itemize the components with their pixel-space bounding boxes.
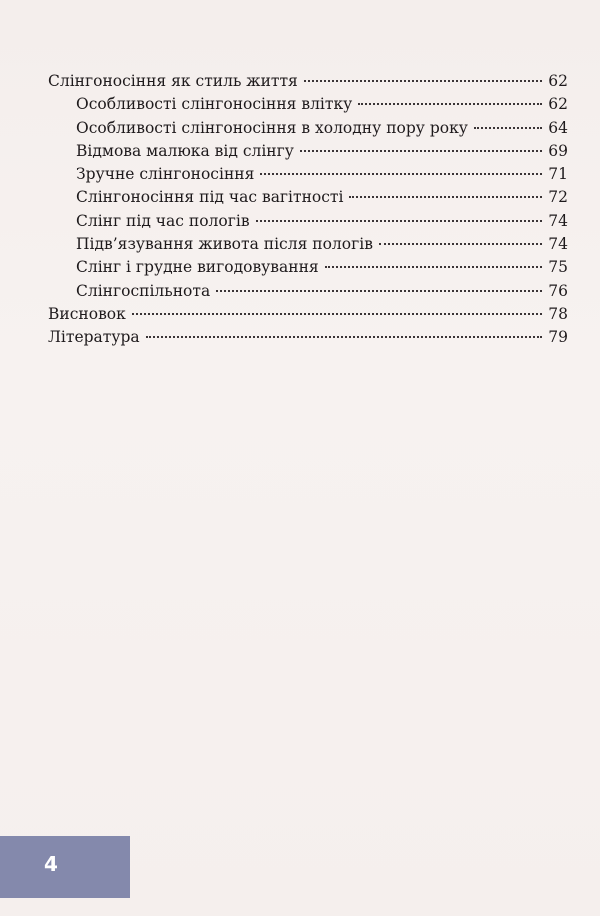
toc-entry[interactable] [48,256,568,279]
toc-entry-title: Відмова малюка від слінгу [76,141,294,160]
toc-entry-title: Підв’язування живота після пологів [76,235,373,254]
toc-entry[interactable] [48,303,568,326]
toc-entry[interactable] [48,93,568,116]
toc-entry-page: 64 [548,118,568,137]
toc-dot-leader [132,313,542,315]
toc-entry-title: Зручне слінгоносіння [76,165,255,184]
toc-entry-page: 72 [548,188,568,207]
toc-dot-leader [146,336,542,338]
toc-dot-leader [379,243,542,245]
toc-dot-leader [304,80,542,82]
toc-entry[interactable] [48,280,568,303]
toc-entry-page: 78 [548,304,568,323]
toc-dot-leader [474,127,542,129]
toc-entry-page: 69 [548,141,568,160]
toc-dot-leader [300,150,542,152]
toc-dot-leader [260,173,542,175]
toc-entry-title: Слінгоносіння під час вагітності [76,188,344,207]
toc-dot-leader [349,196,542,198]
toc-entry-page: 75 [548,258,568,277]
toc-entry[interactable] [48,210,568,233]
toc-entry-title: Література [48,328,140,347]
toc-entry-page: 62 [548,95,568,114]
toc-entry-title: Слінг і грудне вигодовування [76,258,319,277]
toc-entry[interactable] [48,233,568,256]
page-number: 4 [44,852,58,876]
toc-entry[interactable] [48,140,568,163]
toc-entry-page: 79 [548,328,568,347]
table-of-contents [48,70,568,350]
toc-entry[interactable] [48,163,568,186]
toc-entry-title: Слінгоносіння як стиль життя [48,72,298,90]
toc-dot-leader [325,266,542,268]
toc-entry[interactable] [48,186,568,209]
toc-entry-page: 74 [548,211,568,230]
toc-entry[interactable] [48,70,568,93]
toc-entry-title: Особливості слінгоносіння влітку [76,95,353,114]
toc-entry-title: Слінгоспільнота [76,281,211,300]
toc-entry-title: Слінг під час пологів [76,211,250,230]
toc-entry-title: Особливості слінгоносіння в холодну пору року [76,118,468,137]
toc-entry-title: Висновок [48,304,126,323]
toc-entry[interactable] [48,117,568,140]
page-number-tab [0,836,130,898]
toc-entry-page: 62 [548,72,568,90]
toc-entry[interactable] [48,326,568,349]
toc-entry-page: 74 [548,235,568,254]
toc-entry-page: 76 [548,281,568,300]
toc-dot-leader [216,290,542,292]
toc-entry-page: 71 [548,165,568,184]
toc-dot-leader [256,220,542,222]
toc-dot-leader [358,103,542,105]
